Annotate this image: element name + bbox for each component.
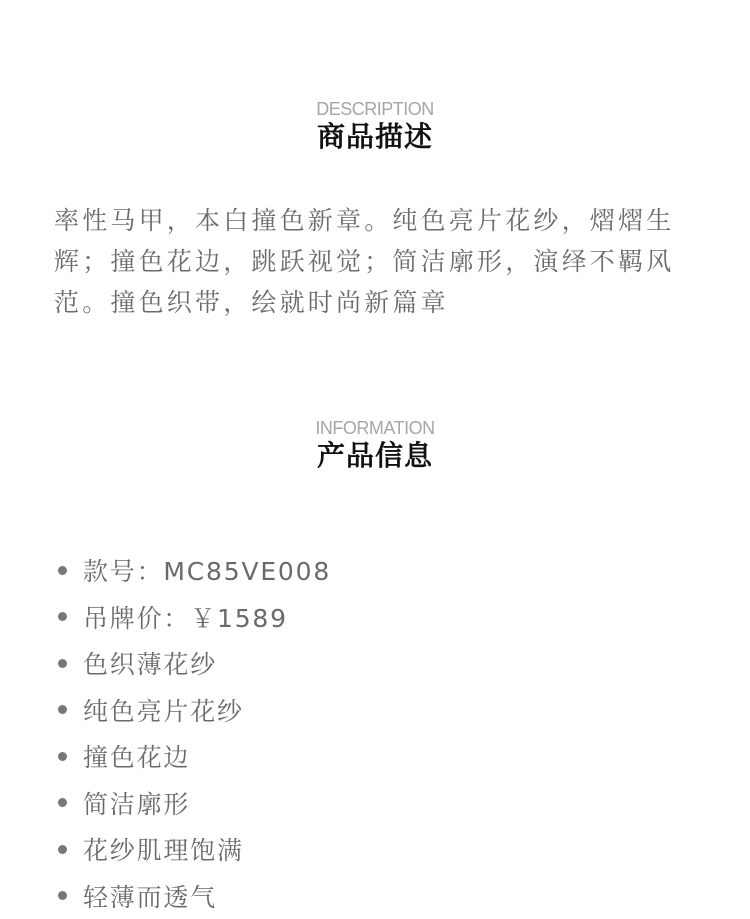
information-item-text: 款号：MC85VE008 [83, 552, 331, 588]
description-text: 率性马甲，本白撞色新章。纯色亮片花纱，熠熠生辉；撞色花边，跳跃视觉；简洁廓形，演绎不羁风范。撞色织带，绘就时尚新篇章 [54, 200, 704, 323]
information-item-text: 花纱肌理饱满 [83, 831, 244, 867]
bullet-icon [58, 798, 67, 807]
information-list [58, 547, 331, 919]
information-item-text: 吊牌价：￥1589 [83, 599, 288, 635]
bullet-icon [58, 705, 67, 714]
information-item-silhouette [58, 780, 331, 827]
information-item-sequin [58, 687, 331, 734]
information-item-breathable [58, 873, 331, 919]
information-heading-zh: 产品信息 [0, 439, 750, 473]
bullet-icon [58, 752, 67, 761]
information-header [0, 418, 750, 473]
information-item-texture [58, 826, 331, 873]
information-item-style-number [58, 547, 331, 594]
information-heading-en: INFORMATION [0, 418, 750, 438]
information-item-text: 撞色花边 [83, 738, 190, 774]
information-item-lace-trim [58, 733, 331, 780]
information-item-text: 简洁廓形 [83, 785, 190, 821]
bullet-icon [58, 612, 67, 621]
bullet-icon [58, 566, 67, 575]
description-heading-en: DESCRIPTION [0, 99, 750, 119]
information-item-price [58, 594, 331, 641]
information-item-text: 纯色亮片花纱 [83, 692, 244, 728]
information-item-text: 轻薄而透气 [83, 878, 217, 914]
information-item-text: 色织薄花纱 [83, 645, 217, 681]
information-item-fabric [58, 640, 331, 687]
bullet-icon [58, 659, 67, 668]
bullet-icon [58, 845, 67, 854]
bullet-icon [58, 891, 67, 900]
description-header [0, 99, 750, 154]
description-heading-zh: 商品描述 [0, 120, 750, 154]
